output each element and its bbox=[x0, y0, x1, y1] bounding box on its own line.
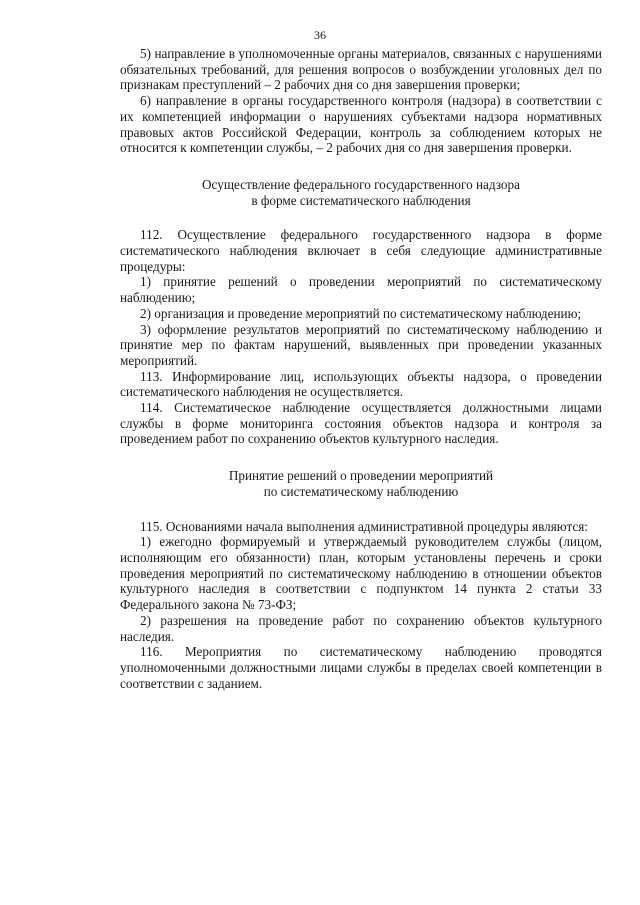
paragraph-115: 115. Основаниями начала выполнения административной процедуры являются: bbox=[140, 518, 588, 534]
paragraph-112: 112. Осуществление федерального государственного надзора в форме систематического наблюдения включает в себя следующие административные процедуры: bbox=[120, 227, 602, 274]
paragraph-116: 116. Мероприятия по систематическому наблюдению проводятся уполномоченными должностными лицами службы в пределах своей компетенции в соответствии с заданием. bbox=[120, 644, 602, 691]
subsection-heading-line-2: по систематическому наблюдению bbox=[263, 483, 459, 499]
document-body bbox=[120, 46, 602, 691]
paragraph-item-6: 6) направление в органы государственного контроля (надзора) в соответствии с их компетенцией информации о нарушениях субъектами надзора нормативных правовых актов Российской Федерации, контроль за соблюдением которых не относится к компетенции службы, – 2 рабочих дня со дня завершения проверки. bbox=[120, 93, 602, 156]
paragraph-115-item-1: 1) ежегодно формируемый и утверждаемый руководителем службы (лицом, исполняющим его обязанности) план, которым установлены перечень и сроки проведения мероприятий по систематическому наблюдению в отношении объектов культурного наследия в соответствии с подпунктом 14 пункта 2 статьи 33 Федерального закона № 73-ФЗ; bbox=[120, 534, 602, 613]
subsection-heading-line-1: Принятие решений о проведении мероприятий bbox=[228, 468, 494, 484]
paragraph-112-item-1: 1) принятие решений о проведении мероприятий по систематическому наблюдению; bbox=[120, 274, 602, 306]
section-heading-line-1: Осуществление федерального государственного надзора bbox=[202, 176, 520, 192]
paragraph-112-item-3: 3) оформление результатов мероприятий по систематическому наблюдению и принятие мер по фактам нарушений, выявленных при проведении указанных мероприятий. bbox=[120, 321, 602, 368]
paragraph-113: 113. Информирование лиц, использующих объекты надзора, о проведении систематического наблюдения не осуществляется. bbox=[120, 368, 602, 400]
paragraph-112-item-2: 2) организация и проведение мероприятий по систематическому наблюдению; bbox=[140, 305, 582, 321]
paragraph-115-item-2: 2) разрешения на проведение работ по сохранению объектов культурного наследия. bbox=[120, 612, 602, 644]
section-heading-line-2: в форме систематического наблюдения bbox=[251, 192, 471, 208]
page-number: 36 bbox=[314, 28, 326, 42]
paragraph-item-5: 5) направление в уполномоченные органы материалов, связанных с нарушениями обязательных требований, для решения вопросов о возбуждении уголовных дел по признакам преступлений – 2 рабочих дня со дня завершения проверки; bbox=[120, 46, 602, 93]
paragraph-114: 114. Систематическое наблюдение осуществляется должностными лицами службы в форме мониторинга состояния объектов надзора и контроля за проведением работ по сохранению объектов культурного наследия. bbox=[120, 400, 602, 447]
